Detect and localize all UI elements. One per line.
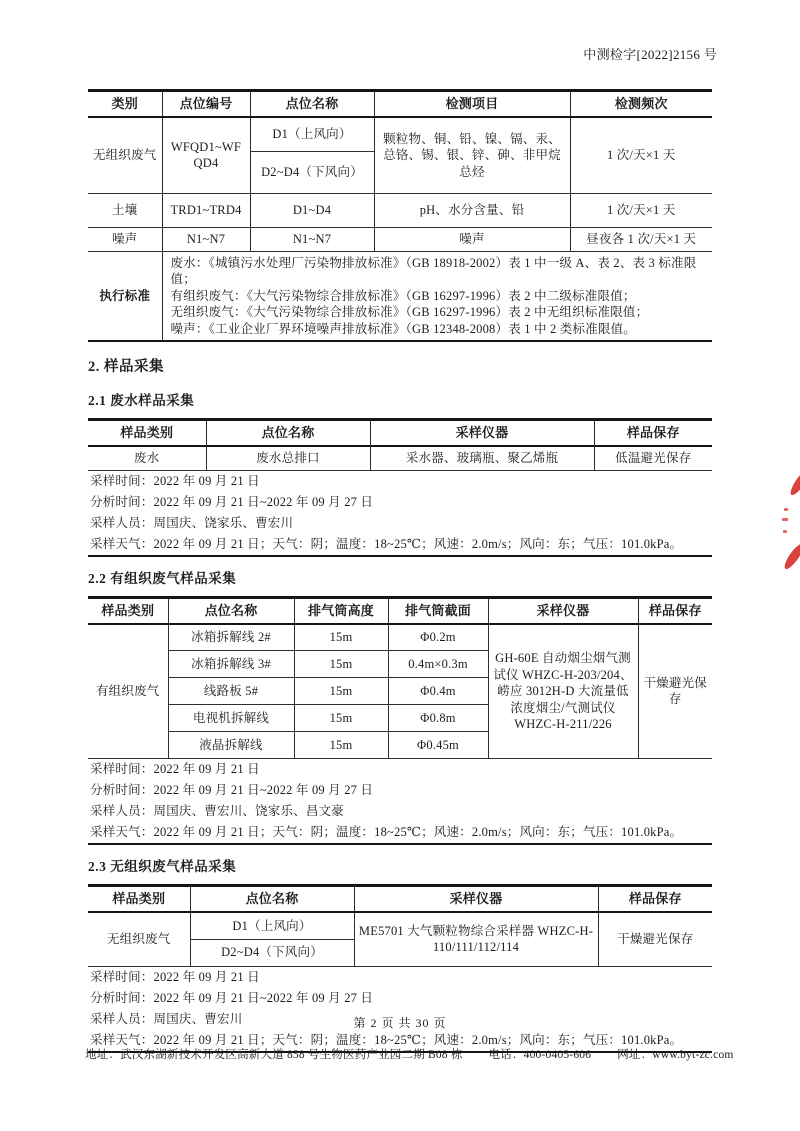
col-header-category: 类别 — [88, 91, 162, 118]
col-header-storage: 样品保存 — [598, 886, 712, 913]
cell-stack-section: Φ0.45m — [388, 732, 488, 759]
meta-row-analysis-time: 分析时间：2022 年 09 月 21 日~2022 年 09 月 27 日 — [90, 783, 374, 797]
red-seal-fragment — [778, 470, 800, 570]
standards-text — [162, 251, 712, 341]
cell-point-code: TRD1~TRD4 — [162, 193, 250, 227]
cell-test-items: 噪声 — [374, 227, 570, 251]
meta-row-sampling-time: 采样时间：2022 年 09 月 21 日 — [88, 966, 712, 988]
cell-storage: 低温避光保存 — [594, 446, 712, 470]
col-header-sample-category: 样品类别 — [88, 420, 206, 447]
meta-row-sampling-staff: 采样人员：周国庆、饶家乐、曹宏川 — [90, 515, 294, 530]
cell-instrument: ME5701 大气颗粒物综合采样器 WHZC-H-110/111/112/114 — [354, 912, 598, 966]
footer-address: 地址：武汉东湖新技术开发区高新大道 858 号生物医药产业园二期 B08 栋 — [85, 1049, 463, 1061]
col-header-test-items: 检测项目 — [374, 91, 570, 118]
table-row — [88, 227, 712, 251]
cell-storage: 干燥避光保存 — [598, 912, 712, 966]
cell-point-code: N1~N7 — [162, 227, 250, 251]
summary-header-row — [88, 91, 712, 118]
col-header-stack-section: 排气筒截面 — [388, 597, 488, 624]
meta-row-sampling-staff: 采样人员：周国庆、曹宏川 — [90, 1011, 243, 1026]
col-header-point-name: 点位名称 — [168, 597, 294, 624]
meta-row-analysis-time: 分析时间：2022 年 09 月 21 日~2022 年 09 月 27 日 — [90, 990, 374, 1005]
col-header-sample-category: 样品类别 — [88, 597, 168, 624]
cell-stack-height: 15m — [294, 732, 388, 759]
meta-row-sampling-weather: 采样天气：2022 年 09 月 21 日；天气：阴；温度：18~25℃；风速：2.0m/s；风向：东；气压：101.0kPa。 — [90, 825, 683, 839]
standard-line-wastewater: 废水：《城镇污水处理厂污染物排放标准》（GB 18918-2002）表 1 中一级 A、表 2、表 3 标准限值； — [170, 255, 697, 286]
footer-phone: 电话：400-0405-606 — [488, 1049, 592, 1061]
cell-test-items: 颗粒物、铜、铅、镍、镉、汞、总铬、锡、银、锌、砷、非甲烷总烃 — [374, 117, 570, 193]
meta-row-analysis-time: 分析时间：2022 年 09 月 21 日~2022 年 09 月 27 日 — [90, 494, 374, 509]
cell-point-name: 冰箱拆解线 2# — [168, 624, 294, 651]
cell-stack-height: 15m — [294, 624, 388, 651]
footer-contact-line — [85, 1046, 745, 1062]
meta-row-sampling-time: 采样时间：2022 年 09 月 21 日 — [88, 470, 712, 492]
table-row — [88, 117, 712, 151]
standards-label: 执行标准 — [88, 251, 162, 341]
col-header-point-name: 点位名称 — [190, 886, 354, 913]
col-header-point-name: 点位名称 — [206, 420, 370, 447]
col-header-storage: 样品保存 — [638, 597, 712, 624]
seal-text-mark — [782, 518, 788, 521]
standards-row — [88, 251, 712, 341]
cell-point-name: D1~D4 — [250, 193, 374, 227]
page-number: 第 2 页 共 30 页 — [353, 1016, 447, 1030]
meta-row-sampling-weather: 采样天气：2022 年 09 月 21 日；天气：阴；温度：18~25℃；风速：2.0m/s；风向：东；气压：101.0kPa。 — [90, 1032, 683, 1047]
table-row — [88, 193, 712, 227]
cell-frequency: 1 次/天×1 天 — [570, 117, 712, 193]
cell-sample-category: 有组织废气 — [88, 624, 168, 759]
seal-text-mark — [783, 530, 787, 533]
col-header-storage: 样品保存 — [594, 420, 712, 447]
section-title-sampling: 2. 样品采集 — [88, 359, 164, 375]
cell-frequency: 1 次/天×1 天 — [570, 193, 712, 227]
col-header-instrument: 采样仪器 — [354, 886, 598, 913]
table-row — [88, 446, 712, 470]
cell-sample-category: 无组织废气 — [88, 912, 190, 966]
section-title-wastewater-sampling: 2.1 废水样品采集 — [88, 393, 195, 408]
table-header-row — [88, 420, 712, 447]
cell-point-name: 线路板 5# — [168, 678, 294, 705]
cell-point-downwind: D2~D4（下风向） — [190, 939, 354, 966]
cell-point-name: N1~N7 — [250, 227, 374, 251]
col-header-frequency: 检测频次 — [570, 91, 712, 118]
col-header-point-name: 点位名称 — [250, 91, 374, 118]
cell-test-items: pH、水分含量、铅 — [374, 193, 570, 227]
meta-row-sampling-staff: 采样人员：周国庆、曹宏川、饶家乐、昌文豪 — [90, 804, 345, 818]
wastewater-sampling-table — [88, 418, 712, 557]
organized-gas-sampling-table — [88, 596, 712, 846]
table-header-row — [88, 597, 712, 624]
cell-stack-section: Φ0.8m — [388, 705, 488, 732]
cell-category: 无组织废气 — [88, 117, 162, 193]
col-header-instrument: 采样仪器 — [488, 597, 638, 624]
cell-storage: 干燥避光保存 — [638, 624, 712, 759]
cell-category: 土壤 — [88, 193, 162, 227]
cell-point-upwind: D1（上风向） — [190, 912, 354, 939]
standard-line-fugitive-gas: 无组织废气：《大气污染物综合排放标准》（GB 16297-1996）表 2 中无组织标准限值； — [170, 305, 649, 319]
standard-line-organized-gas: 有组织废气：《大气污染物综合排放标准》（GB 16297-1996）表 2 中二级标准限值； — [170, 288, 636, 303]
cell-point-name: 冰箱拆解线 3# — [168, 651, 294, 678]
footer-website: 网址：www.byt-zc.com — [617, 1049, 734, 1061]
seal-arc-bottom — [782, 542, 800, 570]
table-row — [88, 624, 712, 651]
standard-line-noise: 噪声：《工业企业厂界环境噪声排放标准》（GB 12348-2008）表 1 中 2 类标准限值。 — [170, 321, 637, 336]
seal-text-mark — [784, 508, 788, 511]
cell-point-code: WFQD1~WFQD4 — [162, 117, 250, 193]
cell-instrument: GH-60E 自动烟尘烟气测试仪 WHZC-H-203/204、崂应 3012H-D 大流量低浓度烟尘/气测试仪 WHZC-H-211/226 — [488, 624, 638, 759]
cell-category: 噪声 — [88, 227, 162, 251]
cell-stack-section: Φ0.2m — [388, 624, 488, 651]
cell-stack-height: 15m — [294, 678, 388, 705]
cell-point-upwind: D1（上风向） — [250, 117, 374, 151]
cell-point-name: 废水总排口 — [206, 446, 370, 470]
table-header-row — [88, 886, 712, 913]
cell-point-name: 电视机拆解线 — [168, 705, 294, 732]
cell-point-name: 液晶拆解线 — [168, 732, 294, 759]
col-header-point-code: 点位编号 — [162, 91, 250, 118]
meta-row-sampling-weather: 采样天气：2022 年 09 月 21 日；天气：阴；温度：18~25℃；风速：2.0m/s；风向：东；气压：101.0kPa。 — [90, 536, 683, 551]
cell-stack-section: Φ0.4m — [388, 678, 488, 705]
table-row — [88, 912, 712, 939]
cell-instrument: 采水器、玻璃瓶、聚乙烯瓶 — [370, 446, 594, 470]
col-header-instrument: 采样仪器 — [370, 420, 594, 447]
cell-frequency: 昼夜各 1 次/天×1 天 — [570, 227, 712, 251]
cell-stack-section: 0.4m×0.3m — [388, 651, 488, 678]
meta-row-sampling-time: 采样时间：2022 年 09 月 21 日 — [88, 759, 712, 781]
col-header-sample-category: 样品类别 — [88, 886, 190, 913]
section-title-fugitive-gas-sampling: 2.3 无组织废气样品采集 — [88, 859, 237, 874]
section-title-organized-gas-sampling: 2.2 有组织废气样品采集 — [88, 570, 237, 586]
col-header-stack-height: 排气筒高度 — [294, 597, 388, 624]
cell-sample-category: 废水 — [88, 446, 206, 470]
seal-arc-top — [788, 470, 800, 497]
cell-stack-height: 15m — [294, 651, 388, 678]
cell-point-downwind: D2~D4（下风向） — [250, 151, 374, 193]
monitoring-summary-table — [88, 89, 712, 342]
cell-stack-height: 15m — [294, 705, 388, 732]
document-number: 中测检字[2022]2156 号 — [583, 47, 717, 62]
